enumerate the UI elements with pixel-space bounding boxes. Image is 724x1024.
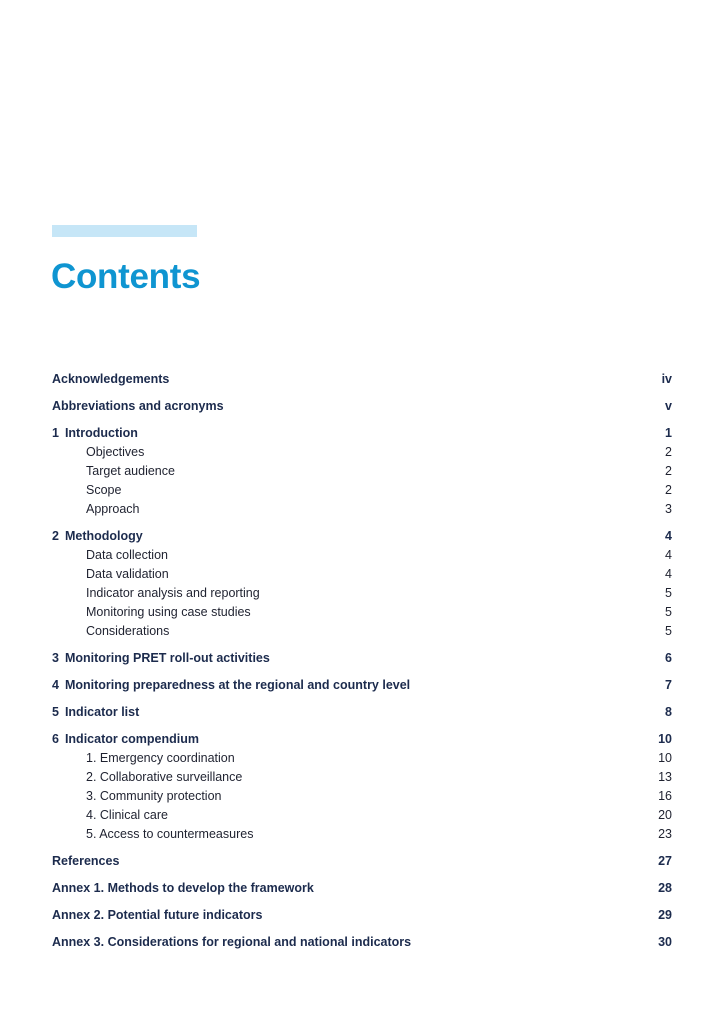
toc-entry-label: Data validation [86, 567, 169, 581]
toc-entry[interactable] [52, 730, 672, 749]
toc-entry-label: References [52, 854, 120, 868]
toc-entry-label: Acknowledgements [52, 372, 170, 386]
toc-entry-label: Monitoring preparedness at the regional and country level [64, 678, 411, 692]
toc-subentry[interactable] [52, 500, 672, 519]
toc-subentry[interactable] [52, 825, 672, 844]
toc-entry-title [52, 424, 138, 443]
toc-entry-label: 4. Clinical care [86, 808, 168, 822]
toc-entry-label: Data collection [86, 548, 168, 562]
toc-entry-title [52, 933, 411, 952]
toc-page-number: v [665, 399, 672, 413]
toc-subentry[interactable] [52, 462, 672, 481]
toc-page-number: 20 [658, 808, 672, 822]
toc-entry-label: Monitoring PRET roll-out activities [64, 651, 270, 665]
toc-entry-label: Introduction [64, 426, 138, 440]
toc-entry-label: Methodology [64, 529, 143, 543]
toc-entry-title [52, 703, 139, 722]
toc-entry-label: Indicator compendium [64, 732, 199, 746]
toc-page-number: 6 [665, 651, 672, 665]
toc-subentry[interactable] [52, 603, 672, 622]
table-of-contents [52, 370, 672, 952]
toc-entry-title [86, 565, 169, 584]
toc-subentry[interactable] [52, 787, 672, 806]
toc-entry-title [86, 443, 144, 462]
toc-page-number: 30 [658, 935, 672, 949]
toc-page-number: 5 [665, 624, 672, 638]
toc-entry[interactable] [52, 879, 672, 898]
toc-entry-number: 2 [52, 529, 59, 543]
toc-entry-title [86, 825, 253, 844]
toc-entry-title [52, 879, 314, 898]
toc-entry[interactable] [52, 676, 672, 695]
toc-page-number: 7 [665, 678, 672, 692]
toc-subentry[interactable] [52, 481, 672, 500]
toc-page-number: 5 [665, 586, 672, 600]
toc-page-number: 1 [665, 426, 672, 440]
toc-page-number: 4 [665, 529, 672, 543]
toc-subentry[interactable] [52, 584, 672, 603]
toc-entry-number: 6 [52, 732, 59, 746]
toc-entry[interactable] [52, 852, 672, 871]
toc-entry-number: 5 [52, 705, 59, 719]
toc-page-number: 3 [665, 502, 672, 516]
toc-entry-title [52, 527, 143, 546]
toc-entry-number: 4 [52, 678, 59, 692]
toc-entry-label: Monitoring using case studies [86, 605, 251, 619]
toc-page-number: 27 [658, 854, 672, 868]
toc-entry-title [86, 768, 242, 787]
toc-entry-label: 1. Emergency coordination [86, 751, 235, 765]
toc-entry-label: Annex 1. Methods to develop the framework [52, 881, 314, 895]
toc-page-number: 29 [658, 908, 672, 922]
toc-entry-title [52, 649, 270, 668]
toc-entry-title [86, 584, 260, 603]
toc-entry[interactable] [52, 370, 672, 389]
toc-entry-title [86, 787, 221, 806]
toc-entry[interactable] [52, 527, 672, 546]
toc-subentry[interactable] [52, 565, 672, 584]
toc-entry-title [86, 500, 140, 519]
toc-entry[interactable] [52, 933, 672, 952]
toc-entry-label: Annex 3. Considerations for regional and national indicators [52, 935, 412, 949]
toc-entry-title [86, 462, 175, 481]
toc-page-number: 10 [658, 732, 672, 746]
toc-entry-label: Considerations [86, 624, 170, 638]
toc-entry[interactable] [52, 397, 672, 416]
toc-entry-label: Annex 2. Potential future indicators [52, 908, 263, 922]
toc-subentry[interactable] [52, 768, 672, 787]
toc-entry-label: Target audience [86, 464, 175, 478]
toc-entry-title [52, 852, 119, 871]
toc-entry[interactable] [52, 649, 672, 668]
toc-page-number: 10 [658, 751, 672, 765]
toc-page-number: 28 [658, 881, 672, 895]
toc-subentry[interactable] [52, 749, 672, 768]
toc-page-number: 16 [658, 789, 672, 803]
toc-entry-label: 2. Collaborative surveillance [86, 770, 243, 784]
toc-entry-label: Objectives [86, 445, 145, 459]
toc-entry-label: Indicator analysis and reporting [86, 586, 260, 600]
toc-page-number: 13 [658, 770, 672, 784]
toc-entry-label: Abbreviations and acronyms [52, 399, 224, 413]
toc-entry[interactable] [52, 424, 672, 443]
toc-entry-title [86, 806, 168, 825]
toc-entry-title [52, 730, 199, 749]
toc-entry-title [86, 546, 168, 565]
toc-subentry[interactable] [52, 622, 672, 641]
toc-subentry[interactable] [52, 806, 672, 825]
toc-entry-title [52, 906, 262, 925]
toc-entry[interactable] [52, 906, 672, 925]
toc-subentry[interactable] [52, 443, 672, 462]
toc-page-number: 2 [665, 445, 672, 459]
toc-entry-title [52, 676, 410, 695]
toc-entry-title [86, 603, 251, 622]
toc-entry[interactable] [52, 703, 672, 722]
toc-entry-label: Approach [86, 502, 140, 516]
toc-page-number: 23 [658, 827, 672, 841]
toc-page-number: 4 [665, 548, 672, 562]
toc-page-number: 4 [665, 567, 672, 581]
toc-entry-number: 1 [52, 426, 59, 440]
toc-entry-title [52, 397, 224, 416]
toc-entry-title [86, 749, 235, 768]
toc-entry-label: 5. Access to countermeasures [86, 827, 254, 841]
toc-entry-label: 3. Community protection [86, 789, 222, 803]
toc-entry-title [86, 622, 169, 641]
toc-entry-label: Indicator list [64, 705, 140, 719]
toc-entry-title [86, 481, 121, 500]
toc-page-number: iv [661, 372, 672, 386]
toc-subentry[interactable] [52, 546, 672, 565]
toc-page-number: 5 [665, 605, 672, 619]
accent-bar [52, 225, 197, 237]
toc-page-number: 2 [665, 483, 672, 497]
toc-page-number: 8 [665, 705, 672, 719]
page-title: Contents [51, 257, 201, 296]
toc-entry-label: Scope [86, 483, 122, 497]
toc-entry-number: 3 [52, 651, 59, 665]
toc-entry-title [52, 370, 169, 389]
toc-page-number: 2 [665, 464, 672, 478]
